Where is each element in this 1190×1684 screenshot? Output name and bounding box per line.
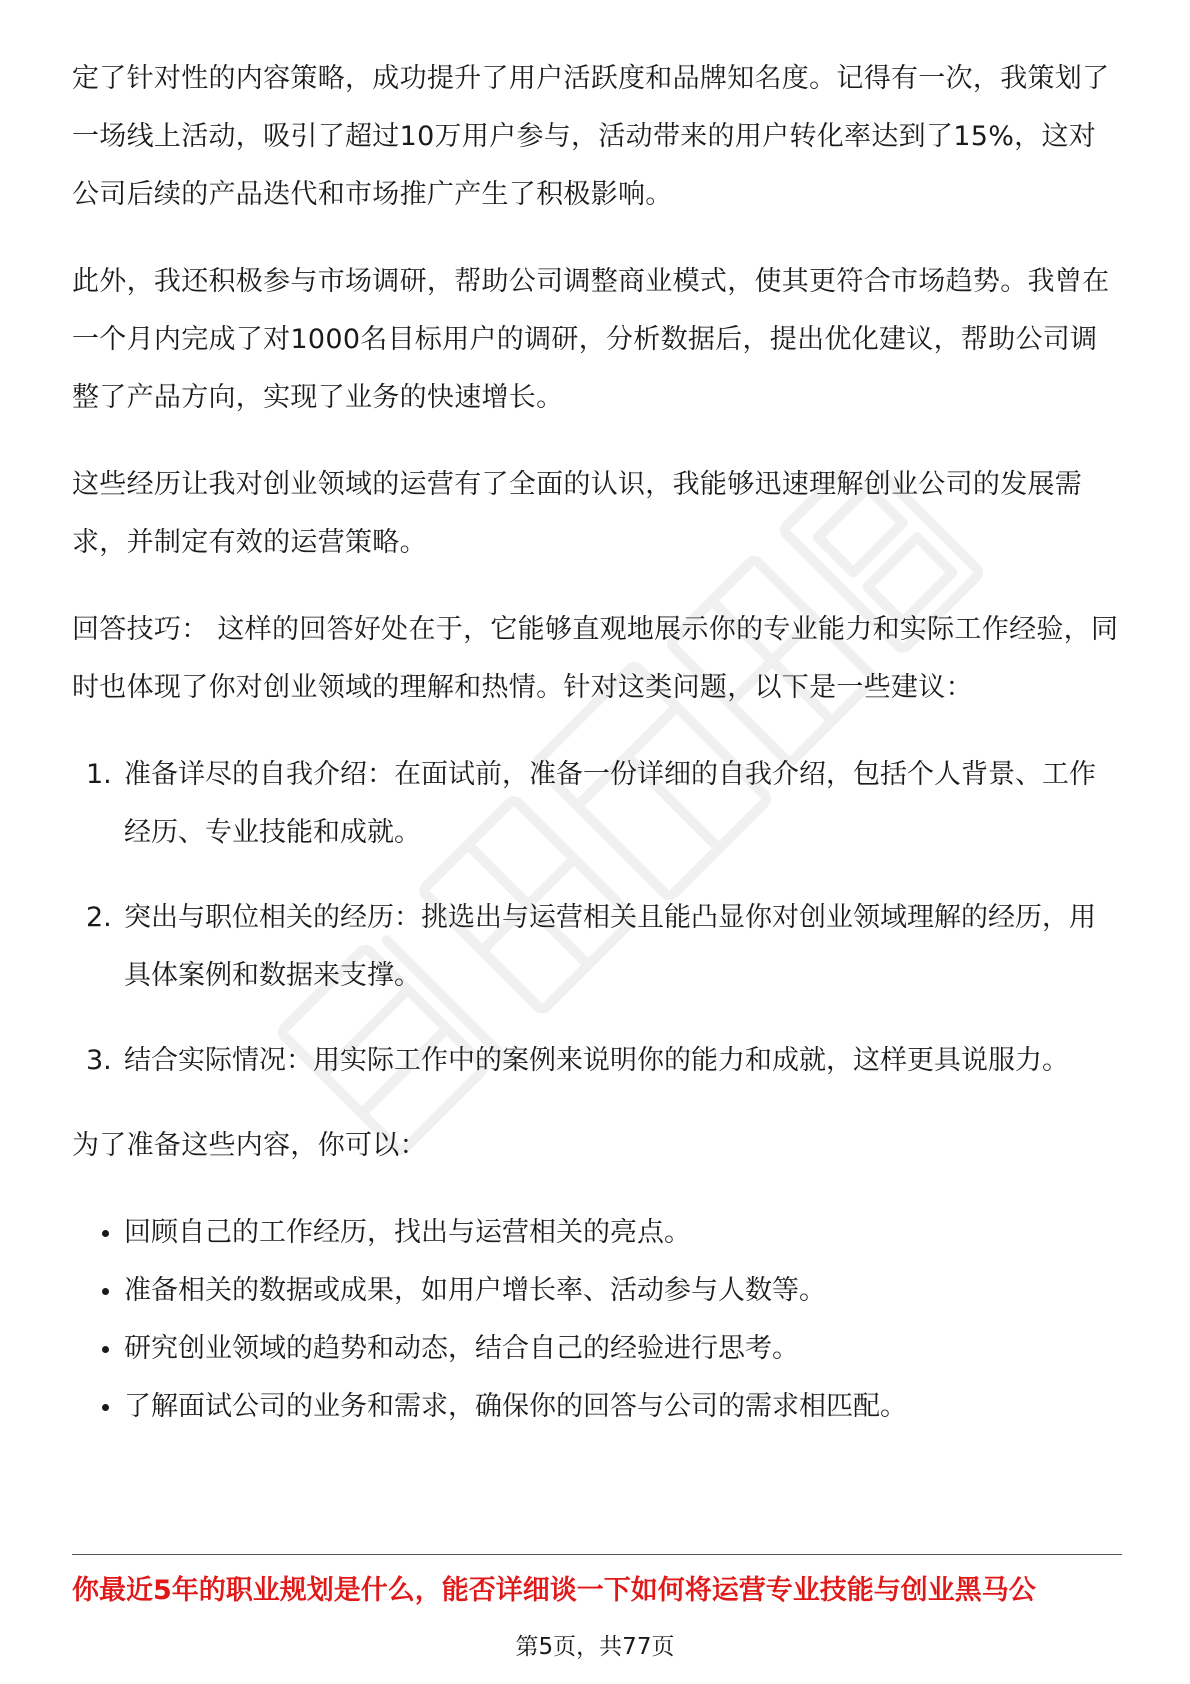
bullet-item: [72, 1378, 1122, 1436]
list-item: [72, 1032, 1122, 1090]
paragraph-answer-tips: 回答技巧： 这样的回答好处在于，它能够直观地展示你的专业能力和实际工作经验，同时也体现了你对创业领域的理解和热情。针对这类问题，以下是一些建议：: [72, 614, 1119, 703]
document-body: [72, 50, 1122, 1466]
bullet-item-text: 了解面试公司的业务和需求，确保你的回答与公司的需求相匹配。: [124, 1391, 907, 1422]
bullet-item: [72, 1204, 1122, 1262]
bullet-item: [72, 1262, 1122, 1320]
section-divider: [72, 1554, 1122, 1555]
list-item-number: 2.: [86, 902, 112, 933]
list-item: [72, 746, 1122, 862]
next-question-heading: 你最近5年的职业规划是什么，能否详细谈一下如何将运营专业技能与创业黑马公: [72, 1575, 1036, 1606]
paragraph-experience-activity: 定了针对性的内容策略，成功提升了用户活跃度和品牌知名度。记得有一次，我策划了一场线上活动，吸引了超过10万用户参与，活动带来的用户转化率达到了15%，这对公司后续的产品迭代和市场推广产生了积极影响。: [72, 63, 1110, 210]
list-item-number: 1.: [86, 759, 112, 790]
paragraph-prep-intro: 为了准备这些内容，你可以：: [72, 1130, 427, 1161]
bullet-item-text: 准备相关的数据或成果，如用户增长率、活动参与人数等。: [124, 1275, 826, 1306]
list-item-text: 结合实际情况：用实际工作中的案例来说明你的能力和成就，这样更具说服力。: [124, 1045, 1069, 1076]
bullet-icon: [102, 1404, 109, 1411]
bullet-icon: [102, 1230, 109, 1237]
list-item: [72, 889, 1122, 1005]
paragraph-summary: 这些经历让我对创业领域的运营有了全面的认识，我能够迅速理解创业公司的发展需求，并制定有效的运营策略。: [72, 469, 1083, 558]
numbered-tips-list: [72, 746, 1122, 1090]
list-item-text: 准备详尽的自我介绍：在面试前，准备一份详细的自我介绍，包括个人背景、工作经历、专业技能和成就。: [124, 759, 1096, 848]
paragraph-market-research: 此外，我还积极参与市场调研，帮助公司调整商业模式，使其更符合市场趋势。我曾在一个月内完成了对1000名目标用户的调研，分析数据后，提出优化建议，帮助公司调整了产品方向，实现了业务的快速增长。: [72, 266, 1110, 413]
prep-bullet-list: [72, 1204, 1122, 1436]
bullet-item-text: 回顾自己的工作经历，找出与运营相关的亮点。: [124, 1217, 691, 1248]
bullet-icon: [102, 1346, 109, 1353]
list-item-text: 突出与职位相关的经历：挑选出与运营相关且能凸显你对创业领域理解的经历，用具体案例和数据来支撑。: [124, 902, 1096, 991]
list-item-number: 3.: [86, 1045, 112, 1076]
bullet-icon: [102, 1288, 109, 1295]
bullet-item: [72, 1320, 1122, 1378]
page-number-footer: 第5页，共77页: [515, 1634, 675, 1660]
bullet-item-text: 研究创业领域的趋势和动态，结合自己的经验进行思考。: [124, 1333, 799, 1364]
